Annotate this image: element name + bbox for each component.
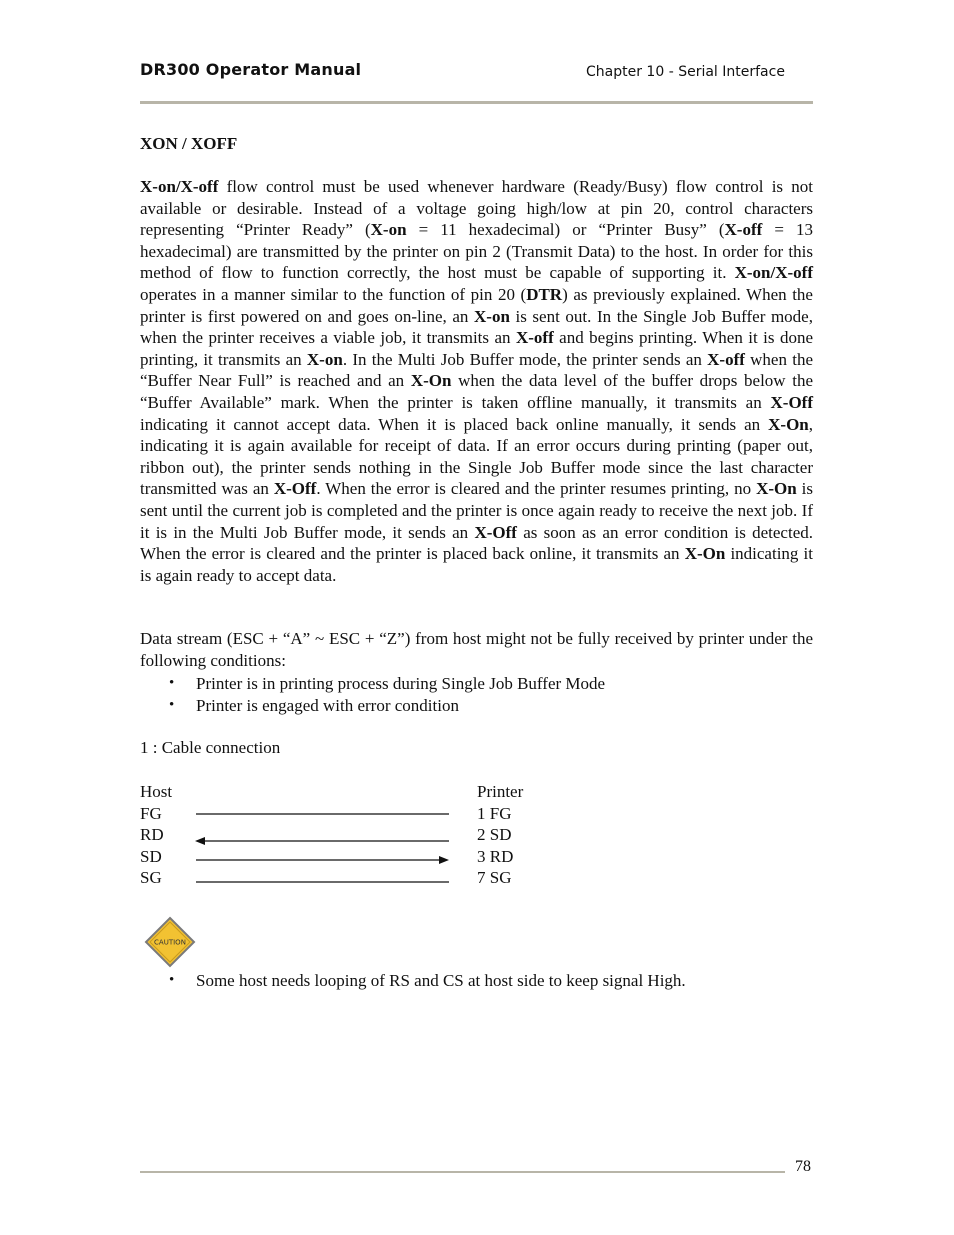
text-segment: . When the error is cleared and the printer resumes printing, no <box>316 479 757 499</box>
arrow-right-icon <box>439 856 449 864</box>
printer-pin: 3 RD <box>477 846 514 866</box>
arrow-left-icon <box>195 837 205 845</box>
data-stream-paragraph: Data stream (ESC + “A” ~ ESC + “Z”) from host might not be fully received by printer under the following conditions: <box>140 629 813 670</box>
host-pin: FG <box>140 803 162 823</box>
printer-pin: 2 SD <box>477 825 512 845</box>
host-column <box>140 781 172 889</box>
text-segment: indicating it is again ready to accept data. <box>140 544 813 585</box>
host-pin: RD <box>140 825 164 845</box>
list-item: • Printer is in printing process during Single Job Buffer Mode <box>140 673 605 695</box>
text-segment: when the data level of the buffer drops below the “Buffer Available” mark. When the printer is taken offline manually, it transmits an <box>140 371 813 412</box>
bold-term: X-on/X-off <box>140 177 219 196</box>
host-pin: SD <box>140 846 162 866</box>
header-rule <box>140 101 813 104</box>
text-segment: . In the Multi Job Buffer mode, the printer sends an <box>342 349 708 369</box>
caution-note: • Some host needs looping of RS and CS at host side to keep signal High. <box>140 970 686 992</box>
caution-label: CAUTION <box>154 938 186 947</box>
printer-header: Printer <box>477 782 524 801</box>
bold-term: X-on <box>474 306 510 326</box>
host-pin: SG <box>140 868 162 888</box>
text-segment: and begins printing. When it is done printing, it transmits an <box>140 328 814 369</box>
text-segment: ) as previously explained. When the printer is first powered on and goes on-line, an <box>140 284 813 326</box>
cable-wires-diagram <box>190 800 455 890</box>
bold-term: X-On <box>756 479 797 499</box>
cable-connection-title: 1 : Cable connection <box>140 738 281 757</box>
text-segment: = 11 hexadecimal) or “Printer Busy” ( <box>406 220 725 240</box>
text-segment: indicating it cannot accept data. When it is placed back online manually, it sends an <box>140 414 769 434</box>
conditions-list <box>140 673 605 716</box>
bold-term: X-on <box>306 349 343 369</box>
printer-pin: 7 SG <box>477 868 512 888</box>
xon-xoff-paragraph <box>140 176 813 586</box>
caution-icon <box>144 916 196 968</box>
list-item: • Printer is engaged with error condition <box>140 695 605 717</box>
text-segment: , indicating it is again available for receipt of data. If an error occurs during printing (paper out, ribbon out), the printer sends nothing in the Single Job Buffer mode since the last character transmitted was an <box>140 414 813 499</box>
bold-term: X-On <box>768 414 809 434</box>
text-segment: = 13 hexadecimal) are transmitted by the printer on pin 2 (Transmit Data) to the host. In order for this method of flow to function correctly, the host must be capable of supporting it. <box>140 220 813 283</box>
footer-rule <box>140 1171 785 1173</box>
caution-list <box>140 970 686 992</box>
page-number: 78 <box>795 1158 811 1175</box>
bold-term: X-Off <box>770 392 813 412</box>
host-header: Host <box>140 782 173 801</box>
bold-term: X-off <box>724 220 763 240</box>
bold-term: X-on/X-off <box>734 263 813 283</box>
text-segment: flow control must be used whenever hardware (Ready/Busy) flow control is not available or desirable. Instead of a voltage going high/low at pin 20, control characters representing “Printer Ready” ( <box>140 177 813 240</box>
bold-term: X-on <box>370 220 407 240</box>
header-title: DR300 Operator Manual <box>140 60 362 79</box>
bold-term: X-off <box>707 349 745 369</box>
bold-term: DTR <box>526 284 563 304</box>
text-segment: when the “Buffer Near Full” is reached and an <box>140 349 813 391</box>
text-segment: is sent until the current job is completed and the printer is once again ready to receive the next job. If it is in the Multi Job Buffer mode, it sends an <box>140 479 813 542</box>
printer-column <box>477 781 523 889</box>
bold-term: X-off <box>515 328 554 348</box>
section-title: XON / XOFF <box>140 134 238 153</box>
bold-term: X-On <box>410 371 452 391</box>
printer-pin: 1 FG <box>477 803 512 823</box>
bold-term: X-Off <box>474 522 517 542</box>
text-segment: as soon as an error condition is detected. When the error is cleared and the printer is placed back online, it transmits an <box>140 522 813 564</box>
bold-term: X-On <box>684 544 726 564</box>
text-segment: operates in a manner similar to the function of pin 20 ( <box>140 284 527 304</box>
text-segment: is sent out. In the Single Job Buffer mode, when the printer receives a viable job, it transmits an <box>140 306 813 348</box>
bold-term: X-Off <box>273 479 317 499</box>
header-chapter: Chapter 10 - Serial Interface <box>586 64 785 80</box>
